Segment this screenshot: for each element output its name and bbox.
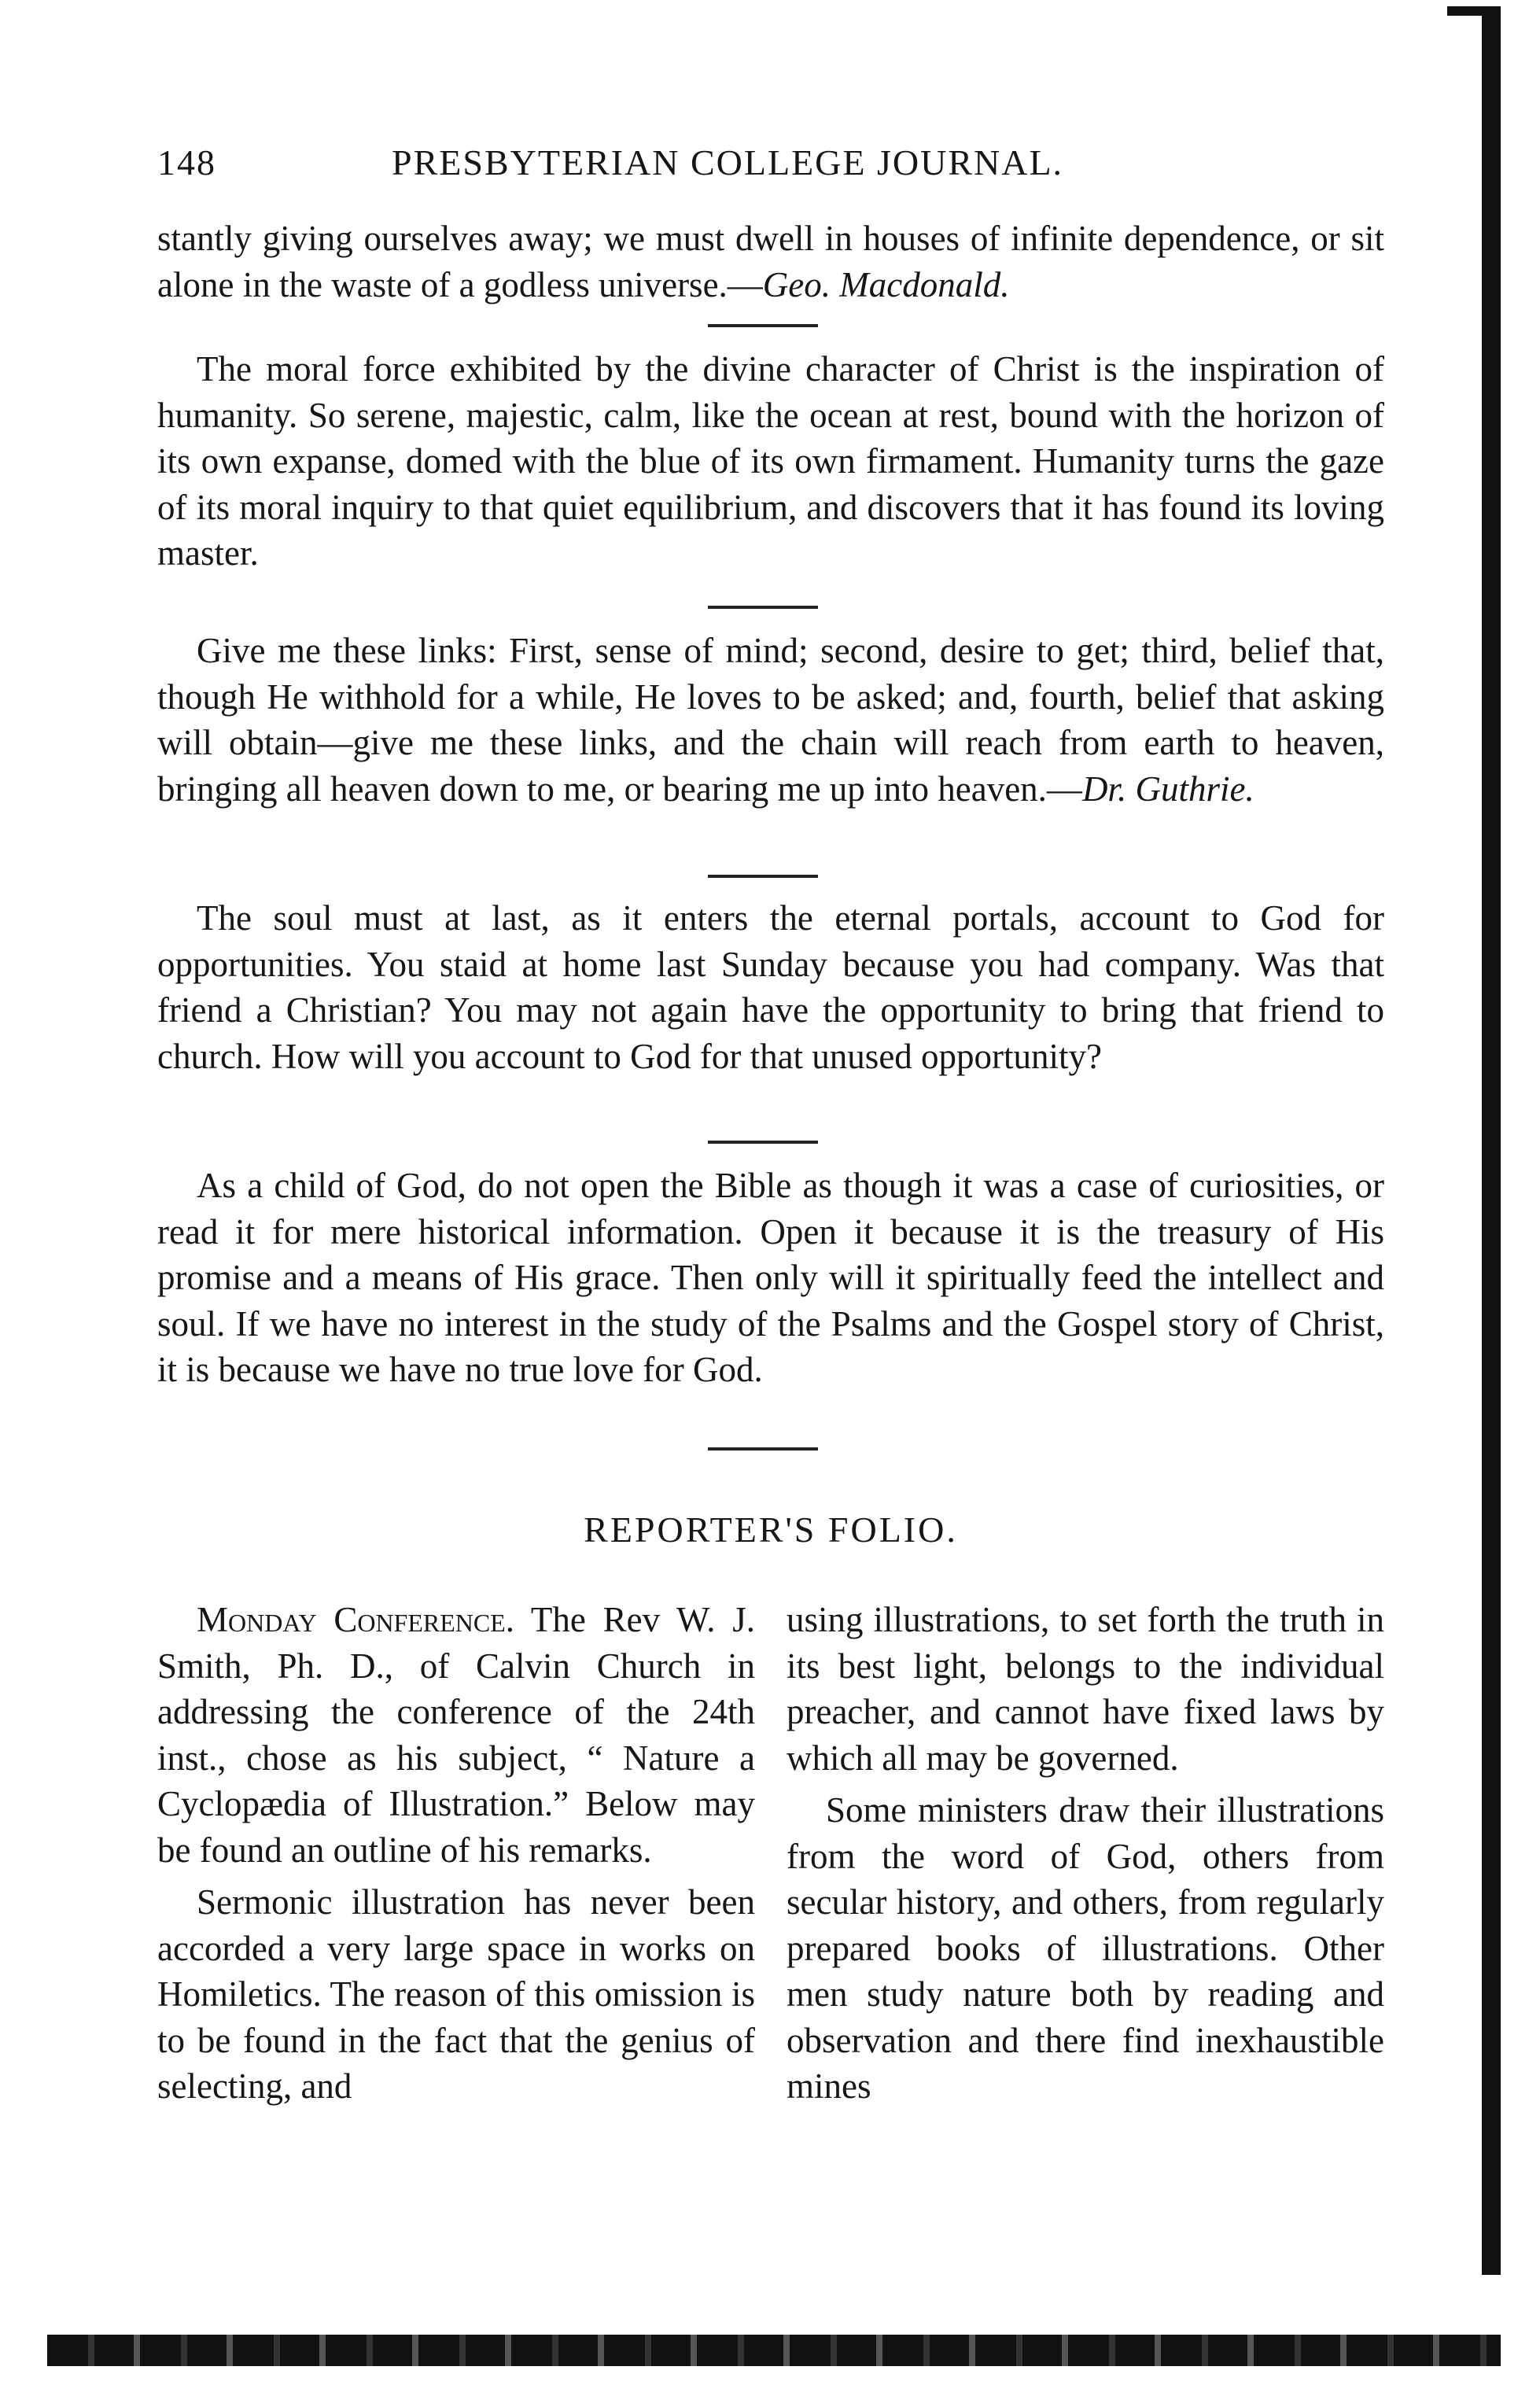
right-column — [787, 1597, 1384, 2110]
paragraph-text: The Rev W. J. Smith, Ph. D., of Calvin Church in addressing the conference of the 24th inst., chose as his subject, “ Nature a Cyclopædia of Illustration.” Below may be found an outline of his remarks. — [157, 1600, 755, 1870]
paragraph-text: Give me these links: First, sense of mind; second, desire to get; third, belief that, though He withhold for a while, He loves to be asked; and, fourth, belief that asking will obtain—give me these links, and the chain will reach from earth to heaven, bringing all heaven down to me, or bearing me up into heaven.— — [157, 631, 1384, 809]
divider-rule — [708, 875, 818, 878]
left-column — [157, 1597, 755, 2110]
divider-rule — [708, 1447, 818, 1451]
signature: Geo. Macdonald. — [762, 264, 1010, 304]
column-paragraph: Sermonic illustration has never been accorded a very large space in works on Homiletics. The reason of this omission is to be found in the fact that the genius of selecting, and — [157, 1882, 755, 2106]
paragraph-guthrie — [157, 628, 1384, 812]
signature: Dr. Guthrie. — [1081, 769, 1254, 809]
divider-rule — [708, 324, 818, 327]
paragraph-macdonald — [157, 216, 1384, 308]
paragraph-bible: As a child of God, do not open the Bible as though it was a case of curiosities, or read it for mere historical information. Open it because it is the treasury of His promise and a means of His grace. Then only will it spiritually feed the intellect and soul. If we have no interest in the study of the Psalms and the Gospel story of Christ, it is because we have no true love for God. — [157, 1166, 1384, 1389]
scan-edge-right — [1482, 9, 1501, 2275]
column-paragraph: Some ministers draw their illustrations from the word of God, others from secular history, and others, from regularly prepared books of illustrations. Other men study nature both by reading and observation and there find inexhaustible mines — [787, 1790, 1384, 2106]
scan-edge-bottom — [47, 2335, 1501, 2366]
section-title: REPORTER'S FOLIO. — [584, 1510, 958, 1550]
paragraph-soul: The soul must at last, as it enters the eternal portals, account to God for opportunities. You staid at home last Sunday because you had company. Was that friend a Christian? You may not again have the opportunity to bring that friend to church. How will you account to God for that unused opportunity? — [157, 898, 1384, 1076]
divider-rule — [708, 606, 818, 609]
divider-rule — [708, 1141, 818, 1144]
lead-heading: Monday Conference. — [197, 1600, 515, 1639]
journal-title: PRESBYTERIAN COLLEGE JOURNAL. — [392, 142, 1064, 182]
paragraph-moral-force: The moral force exhibited by the divine character of Christ is the inspiration of humanity. So serene, majestic, calm, like the ocean at rest, bound with the horizon of its own expanse, domed with the blue of its own firmament. Humanity turns the gaze of its moral inquiry to that quiet equilibrium, and discovers that it has found its loving master. — [157, 349, 1384, 573]
column-paragraph: using illustrations, to set forth the truth in its best light, belongs to the individual preacher, and cannot have fixed laws by which all may be governed. — [787, 1600, 1384, 1778]
page-number: 148 — [157, 142, 216, 182]
running-head — [157, 142, 1384, 189]
column-paragraph — [157, 1597, 755, 1873]
paragraph-text: stantly giving ourselves away; we must dwell in houses of infinite dependence, or sit alone in the waste of a godless universe.— — [157, 219, 1384, 304]
